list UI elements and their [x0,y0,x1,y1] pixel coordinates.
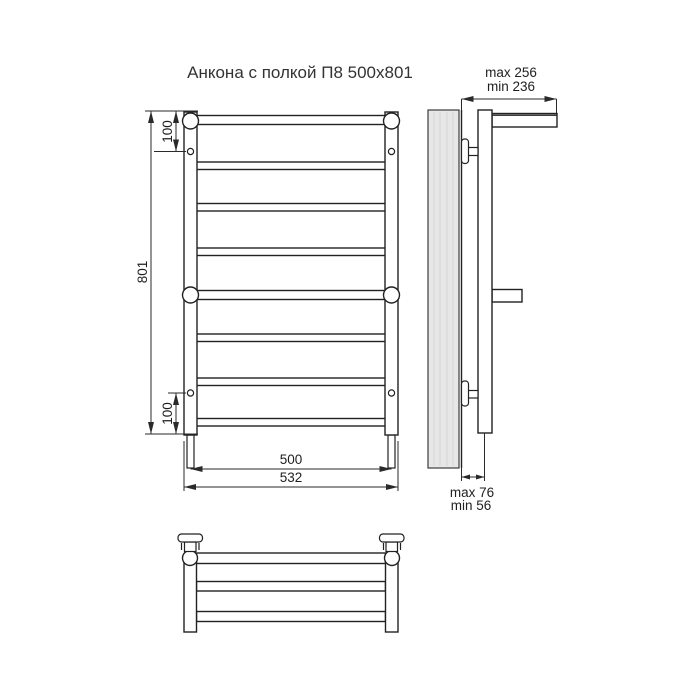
dim-width-overall-label: 532 [279,470,303,485]
rung [197,204,386,212]
front-right-leg [388,435,395,468]
dim-top-offset-label: 100 [160,120,175,143]
dim-depth-min-label: min 236 [486,79,536,94]
shelf-bar [197,612,386,622]
bracket-stem [185,542,197,552]
front-view [183,112,400,468]
rung [197,378,386,386]
wall-bracket-top [462,139,479,164]
front-right-rail [385,112,398,435]
post-top-cap [385,551,400,566]
mount-hole [187,390,193,396]
rung [197,162,386,170]
rung [197,116,386,125]
mount-hole [187,148,193,154]
corner-cap [183,113,199,129]
dim-height-label: 801 [135,260,150,284]
drawing-title: Анкона с полкой П8 500х801 [187,63,413,82]
bracket-stem [386,542,398,552]
shelf-bars [197,553,386,622]
bracket-plate [380,534,405,542]
dim-depth-max-label: max 256 [485,65,537,80]
rung [197,248,386,256]
mid-collector-cap [384,287,400,303]
wall [428,110,459,468]
bracket-flange [462,381,469,406]
wall-bracket-left-top-view [178,534,203,552]
front-left-rail [184,112,197,435]
mid-rung-profile [492,290,522,303]
rung [197,334,386,342]
dim-wall-clearance-min-label: min 56 [450,498,492,513]
rung [197,291,386,300]
mid-collector-cap [183,287,199,303]
wall-bracket-bottom [462,381,479,406]
front-rungs [197,116,386,427]
side-view [428,110,557,468]
corner-cap [384,113,400,129]
rung [197,419,386,427]
top-view [178,534,404,632]
bracket-plate [178,534,203,542]
shelf-left-arm [184,558,197,632]
dim-width-axes-label: 500 [279,452,303,467]
bracket-flange [462,139,469,164]
dim-wall-clearance-max-label: max 76 [449,485,495,500]
wall-bracket-right-top-view [380,534,405,552]
side-rail [478,110,492,433]
mount-hole [388,390,394,396]
dim-bottom-offset-label: 100 [160,402,175,425]
mount-hole [388,148,394,154]
front-left-leg [187,435,194,468]
shelf-right-arm [386,558,399,632]
post-top-cap [183,551,198,566]
shelf-bar [197,553,386,564]
shelf-bar [197,582,386,592]
